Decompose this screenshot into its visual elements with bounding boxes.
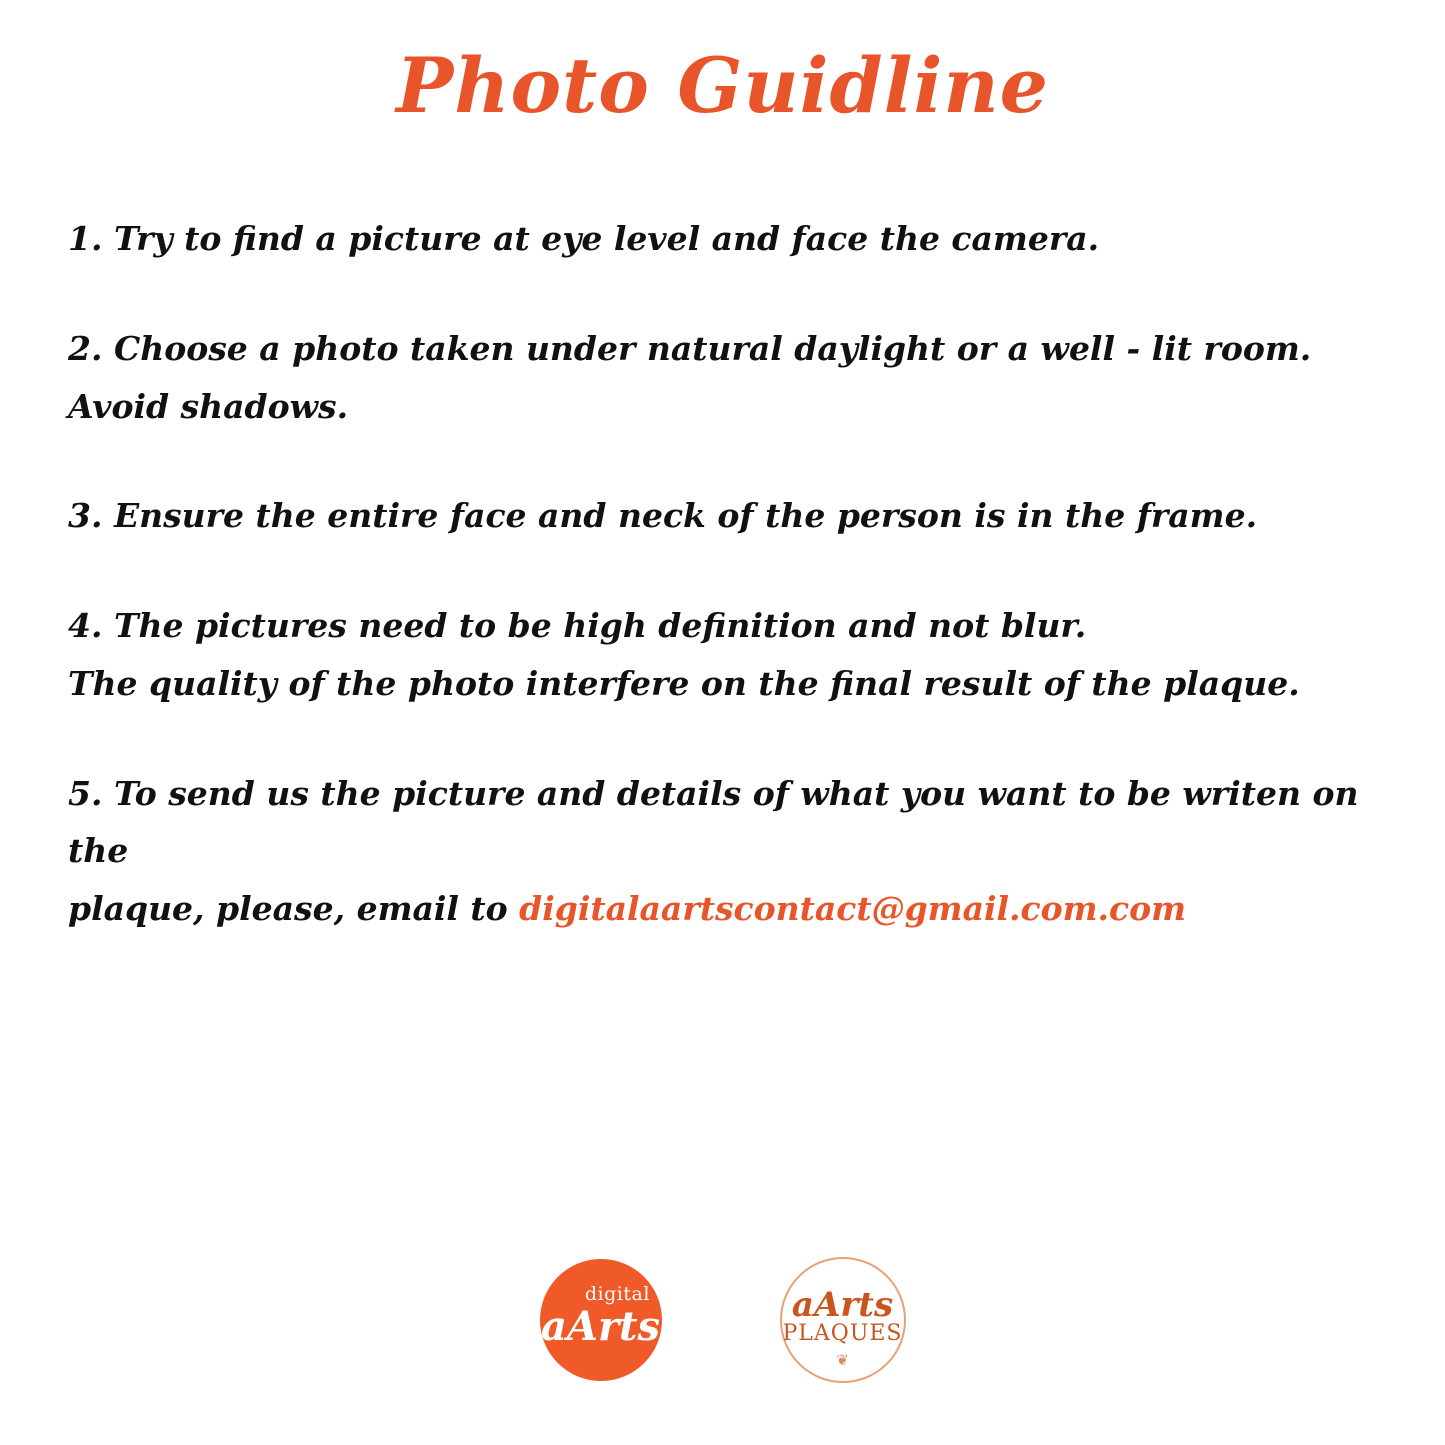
guideline-4-line-1: 4. The pictures need to be high definition and not blur. (68, 606, 1087, 645)
guideline-3-line-1: 3. Ensure the entire face and neck of the person is in the frame. (68, 496, 1258, 536)
guideline-list (68, 210, 1385, 990)
logo-row (0, 1257, 1445, 1383)
contact-email-link[interactable]: digitalaartscontact@gmail.com.com (519, 889, 1187, 928)
digital-aarts-logo (540, 1259, 662, 1381)
aarts-plaques-logo (780, 1257, 906, 1383)
aarts-plaques-logo-word-aarts: aArts (791, 1285, 894, 1325)
page-title: Photo Guidline (396, 41, 1049, 130)
digital-aarts-logo-word-aarts: aArts (540, 1303, 661, 1350)
guideline-1-line-1: 1. Try to find a picture at eye level and face the camera. (68, 219, 1100, 258)
list-item (68, 320, 1385, 436)
guideline-5-line-2-text: plaque, please, email to (68, 889, 520, 928)
aarts-plaques-logo-word-plaques: PLAQUES (782, 1321, 903, 1346)
list-item (68, 597, 1385, 713)
guideline-2-line-1: 2. Choose a photo taken under natural daylight or a well - lit room. (68, 328, 1312, 368)
guideline-2-line-2: Avoid shadows. (68, 386, 349, 426)
flourish-icon: ❦ (836, 1351, 849, 1369)
digital-aarts-logo-word-digital: digital (584, 1283, 650, 1305)
guideline-5-line-1: 5. To send us the picture and details of what you want to be writen on the (68, 773, 1370, 871)
guideline-4-line-2: The quality of the photo interfere on the final result of the plaque. (68, 663, 1300, 703)
guideline-5-line-2 (68, 880, 1385, 938)
list-item (68, 765, 1385, 938)
list-item (68, 210, 1385, 268)
list-item (68, 487, 1385, 545)
